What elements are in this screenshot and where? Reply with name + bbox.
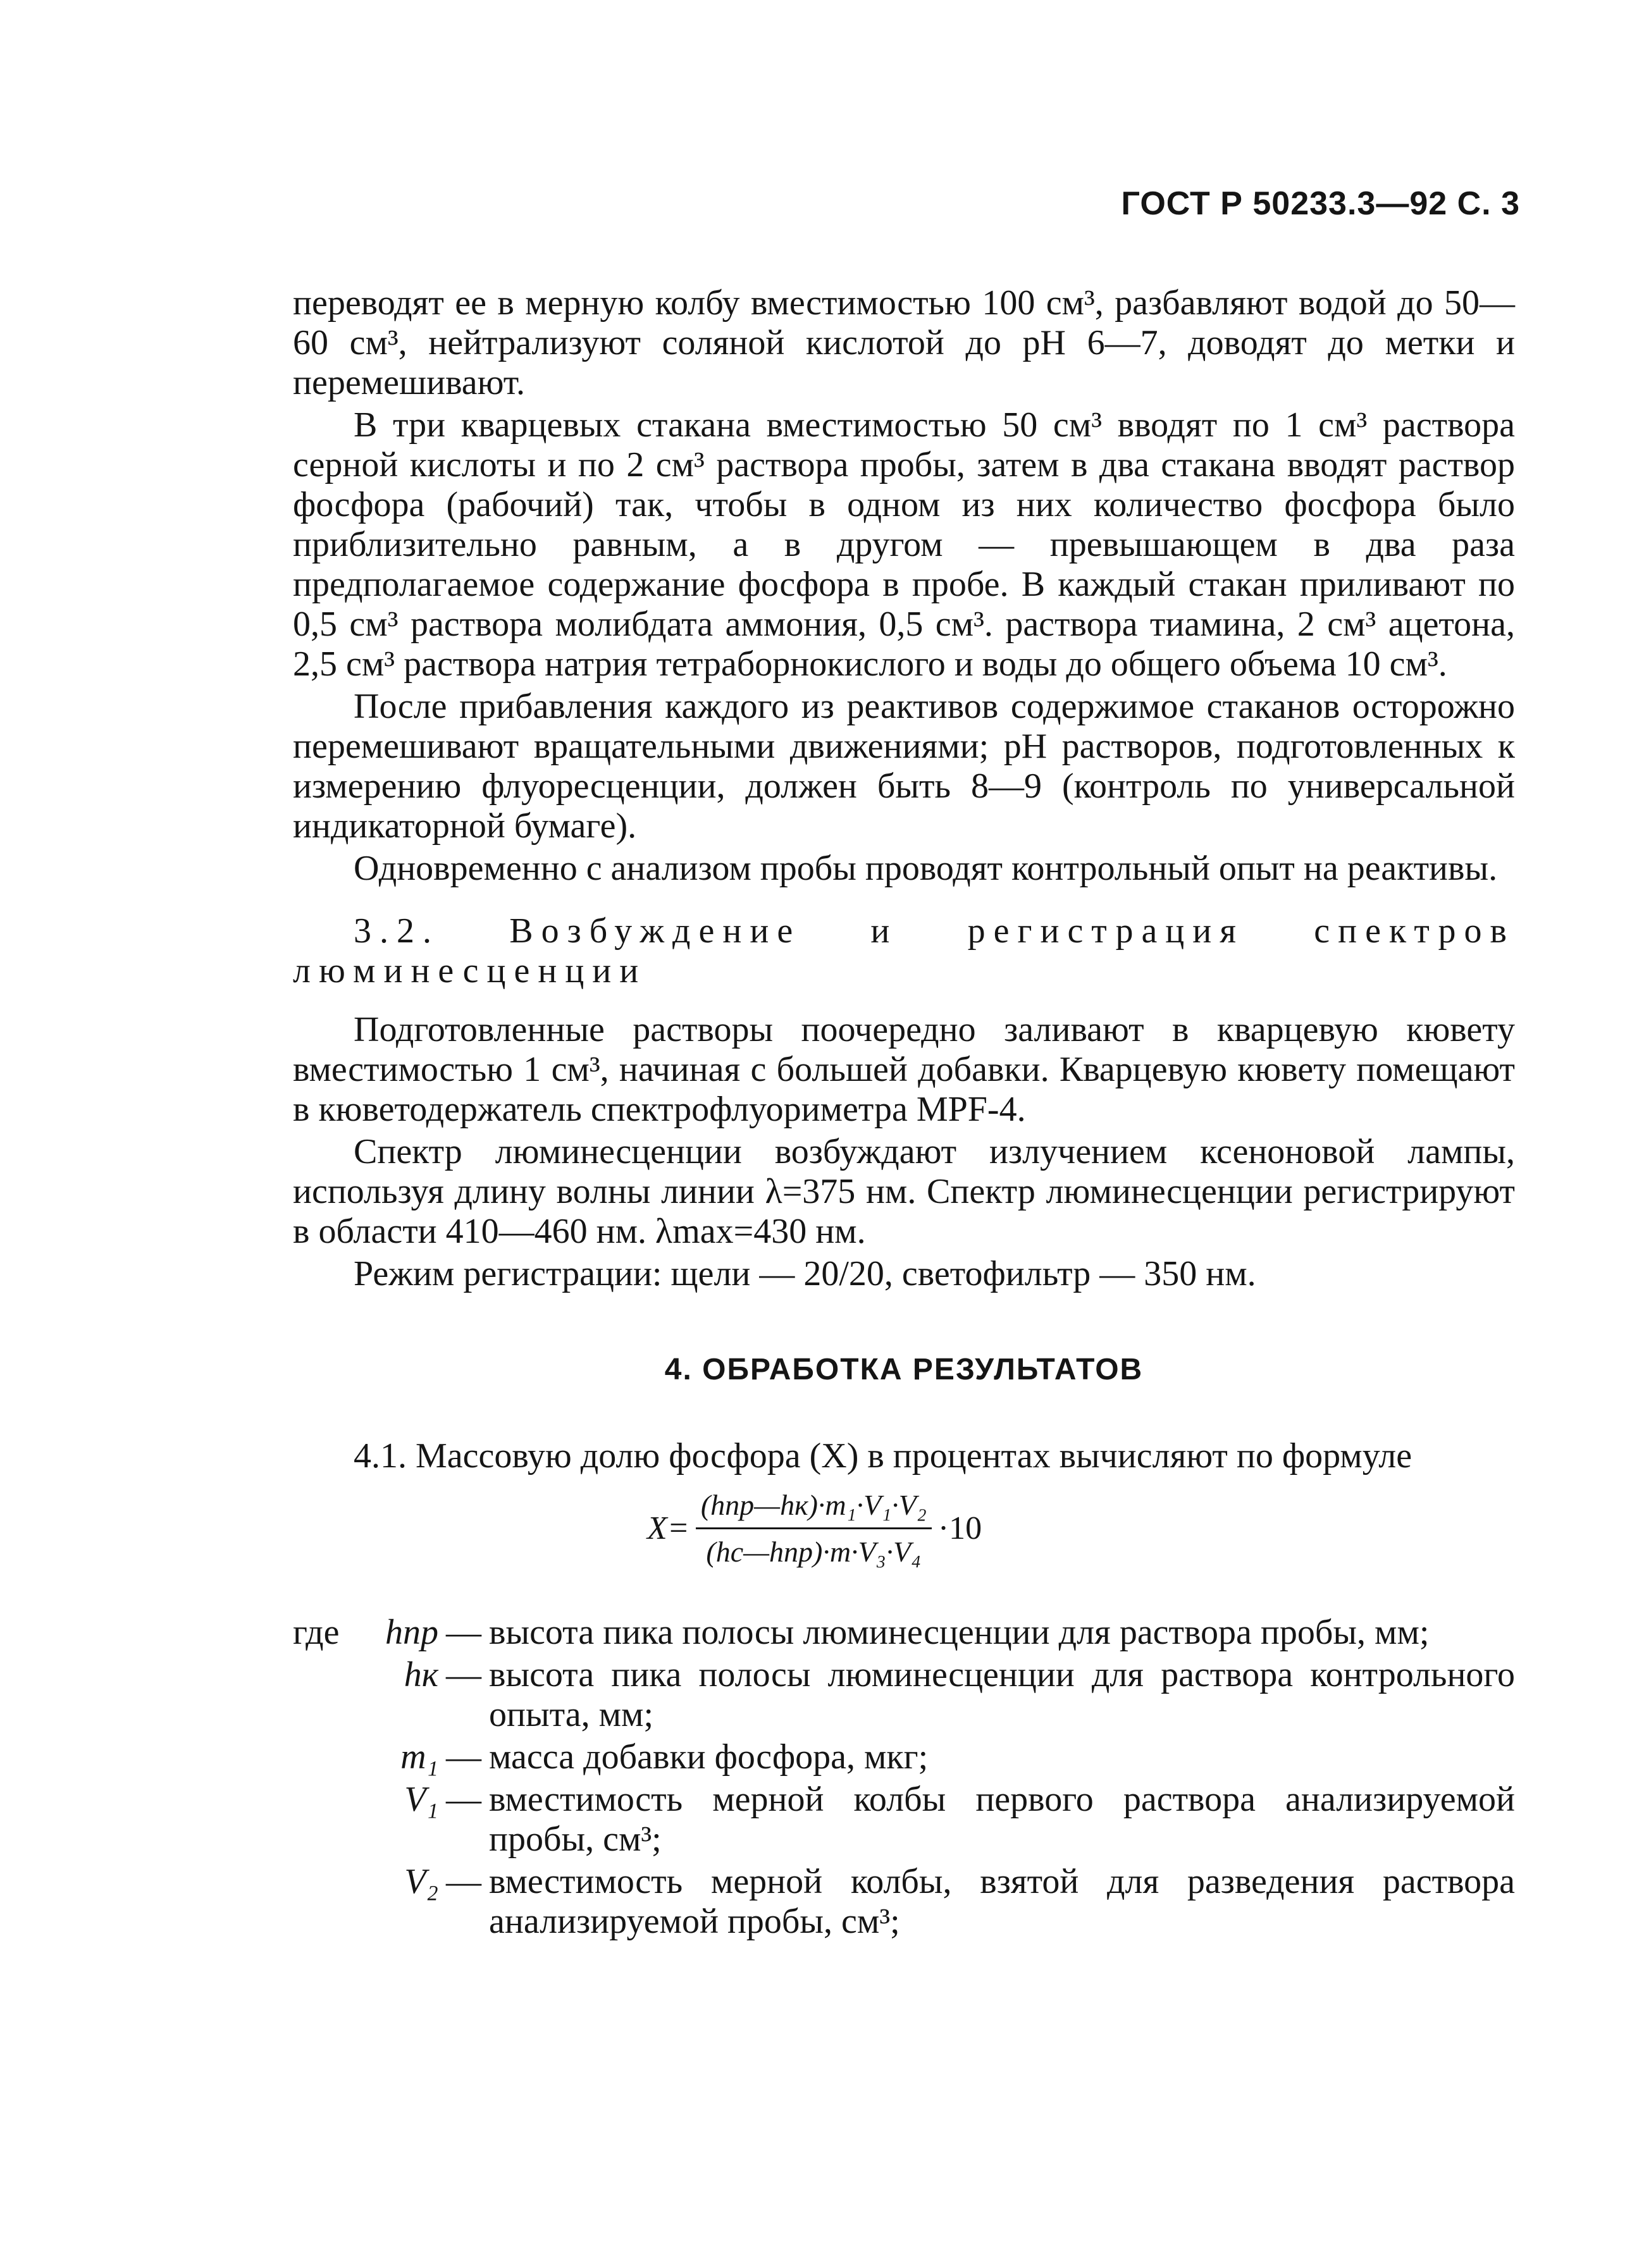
formula-fraction — [696, 1485, 932, 1572]
paragraph-excitation: Спектр люминесценции возбуждают излучением ксеноновой лампы, используя длину волны линии λ=375 нм. Спектр люминесценции регистрируют в области 410—460 нм. λmax=430 нм. — [293, 1132, 1515, 1251]
definition-item: m₁ — масса добавки фосфора, мкг; — [293, 1737, 1515, 1777]
document-body — [293, 283, 1515, 1944]
paragraph-cuvette: Подготовленные растворы поочередно заливают в кварцевую кювету вместимостью 1 см³, начиная с большей добавки. Кварцевую кювету помещают в кюветодержатель спектрофлуориметра MPF-4. — [293, 1010, 1515, 1129]
where-label: где — [293, 1613, 340, 1652]
definition-symbol: m₁ — [400, 1737, 438, 1777]
subsection-title-3-2: 3.2. Возбуждение и регистрация спектров люминесценции — [293, 911, 1515, 990]
definition-symbol: hпр — [385, 1613, 438, 1652]
paragraph-registration-mode: Режим регистрации: щели — 20/20, светофильтр — 350 нм. — [354, 1254, 1256, 1293]
paragraph-continuation: переводят ее в мерную колбу вместимостью 100 см³, разбавляют водой до 50—60 см³, нейтрализуют соляной кислотой до рН 6—7, доводят до метки и перемешивают. — [293, 283, 1515, 402]
paragraph-quartz-beakers: В три кварцевых стакана вместимостью 50 см³ вводят по 1 см³ раствора серной кислоты и по 2 см³ раствора пробы, затем в два стакана вводят раствор фосфора (рабочий) так, чтобы в одном из них количество фосфора было приблизительно равным, а в другом — превышающем в два раза предполагаемое содержание фосфора в пробе. В каждый стакан приливают по 0,5 см³ раствора молибдата аммония, 0,5 см³. раствора тиамина, 2 см³ ацетона, 2,5 см³ раствора натрия тетраборнокислого и воды до общего объема 10 см³. — [293, 405, 1515, 684]
section-title-4: 4. ОБРАБОТКА РЕЗУЛЬТАТОВ — [664, 1353, 1144, 1386]
paragraph-control-test: Одновременно с анализом пробы проводят контрольный опыт на реактивы. — [354, 849, 1498, 888]
formula-lhs: X= — [647, 1510, 689, 1546]
definition-text: высота пика полосы люминесценции для раствора пробы, мм; — [489, 1613, 1430, 1652]
formula-multiplier: ·10 — [937, 1510, 982, 1546]
definition-item: hк — высота пика полосы люминесценции для раствора контрольного опыта, мм; — [293, 1655, 1515, 1735]
page-header: ГОСТ Р 50233.3—92 С. 3 — [1121, 185, 1520, 222]
definitions-list — [293, 1613, 1515, 1942]
definition-symbol: V₂ — [404, 1862, 438, 1901]
definition-text: высота пика полосы люминесценции для раствора контрольного опыта, мм; — [489, 1655, 1515, 1734]
definition-text: вместимость мерной колбы, взятой для разведения раствора анализируемой пробы, см³; — [489, 1862, 1515, 1941]
formula — [647, 1485, 982, 1572]
paragraph-4-1: 4.1. Массовую долю фосфора (X) в процентах вычисляют по формуле — [354, 1436, 1412, 1476]
definition-text: масса добавки фосфора, мкг; — [489, 1737, 929, 1777]
definition-text: вместимость мерной колбы первого раствора анализируемой пробы, см³; — [489, 1780, 1515, 1859]
formula-numerator: (hпр—hк)·m₁·V₁·V₂ — [696, 1485, 932, 1529]
definition-item: V₁ — вместимость мерной колбы первого раствора анализируемой пробы, см³; — [293, 1780, 1515, 1859]
definition-item: где hпр — высота пика полосы люминесценции для раствора пробы, мм; — [293, 1613, 1515, 1653]
definition-item: V₂ — вместимость мерной колбы, взятой для разведения раствора анализируемой пробы, см³; — [293, 1862, 1515, 1942]
definition-symbol: V₁ — [404, 1780, 438, 1819]
definition-symbol: hк — [404, 1655, 438, 1694]
paragraph-mixing: После прибавления каждого из реактивов содержимое стаканов осторожно перемешивают вращательными движениями; рН растворов, подготовленных к измерению флуоресценции, должен быть 8—9 (контроль по универсальной индикаторной бумаге). — [293, 687, 1515, 846]
formula-block — [293, 1485, 1515, 1599]
formula-denominator: (hс—hпр)·m·V₃·V₄ — [706, 1536, 922, 1568]
